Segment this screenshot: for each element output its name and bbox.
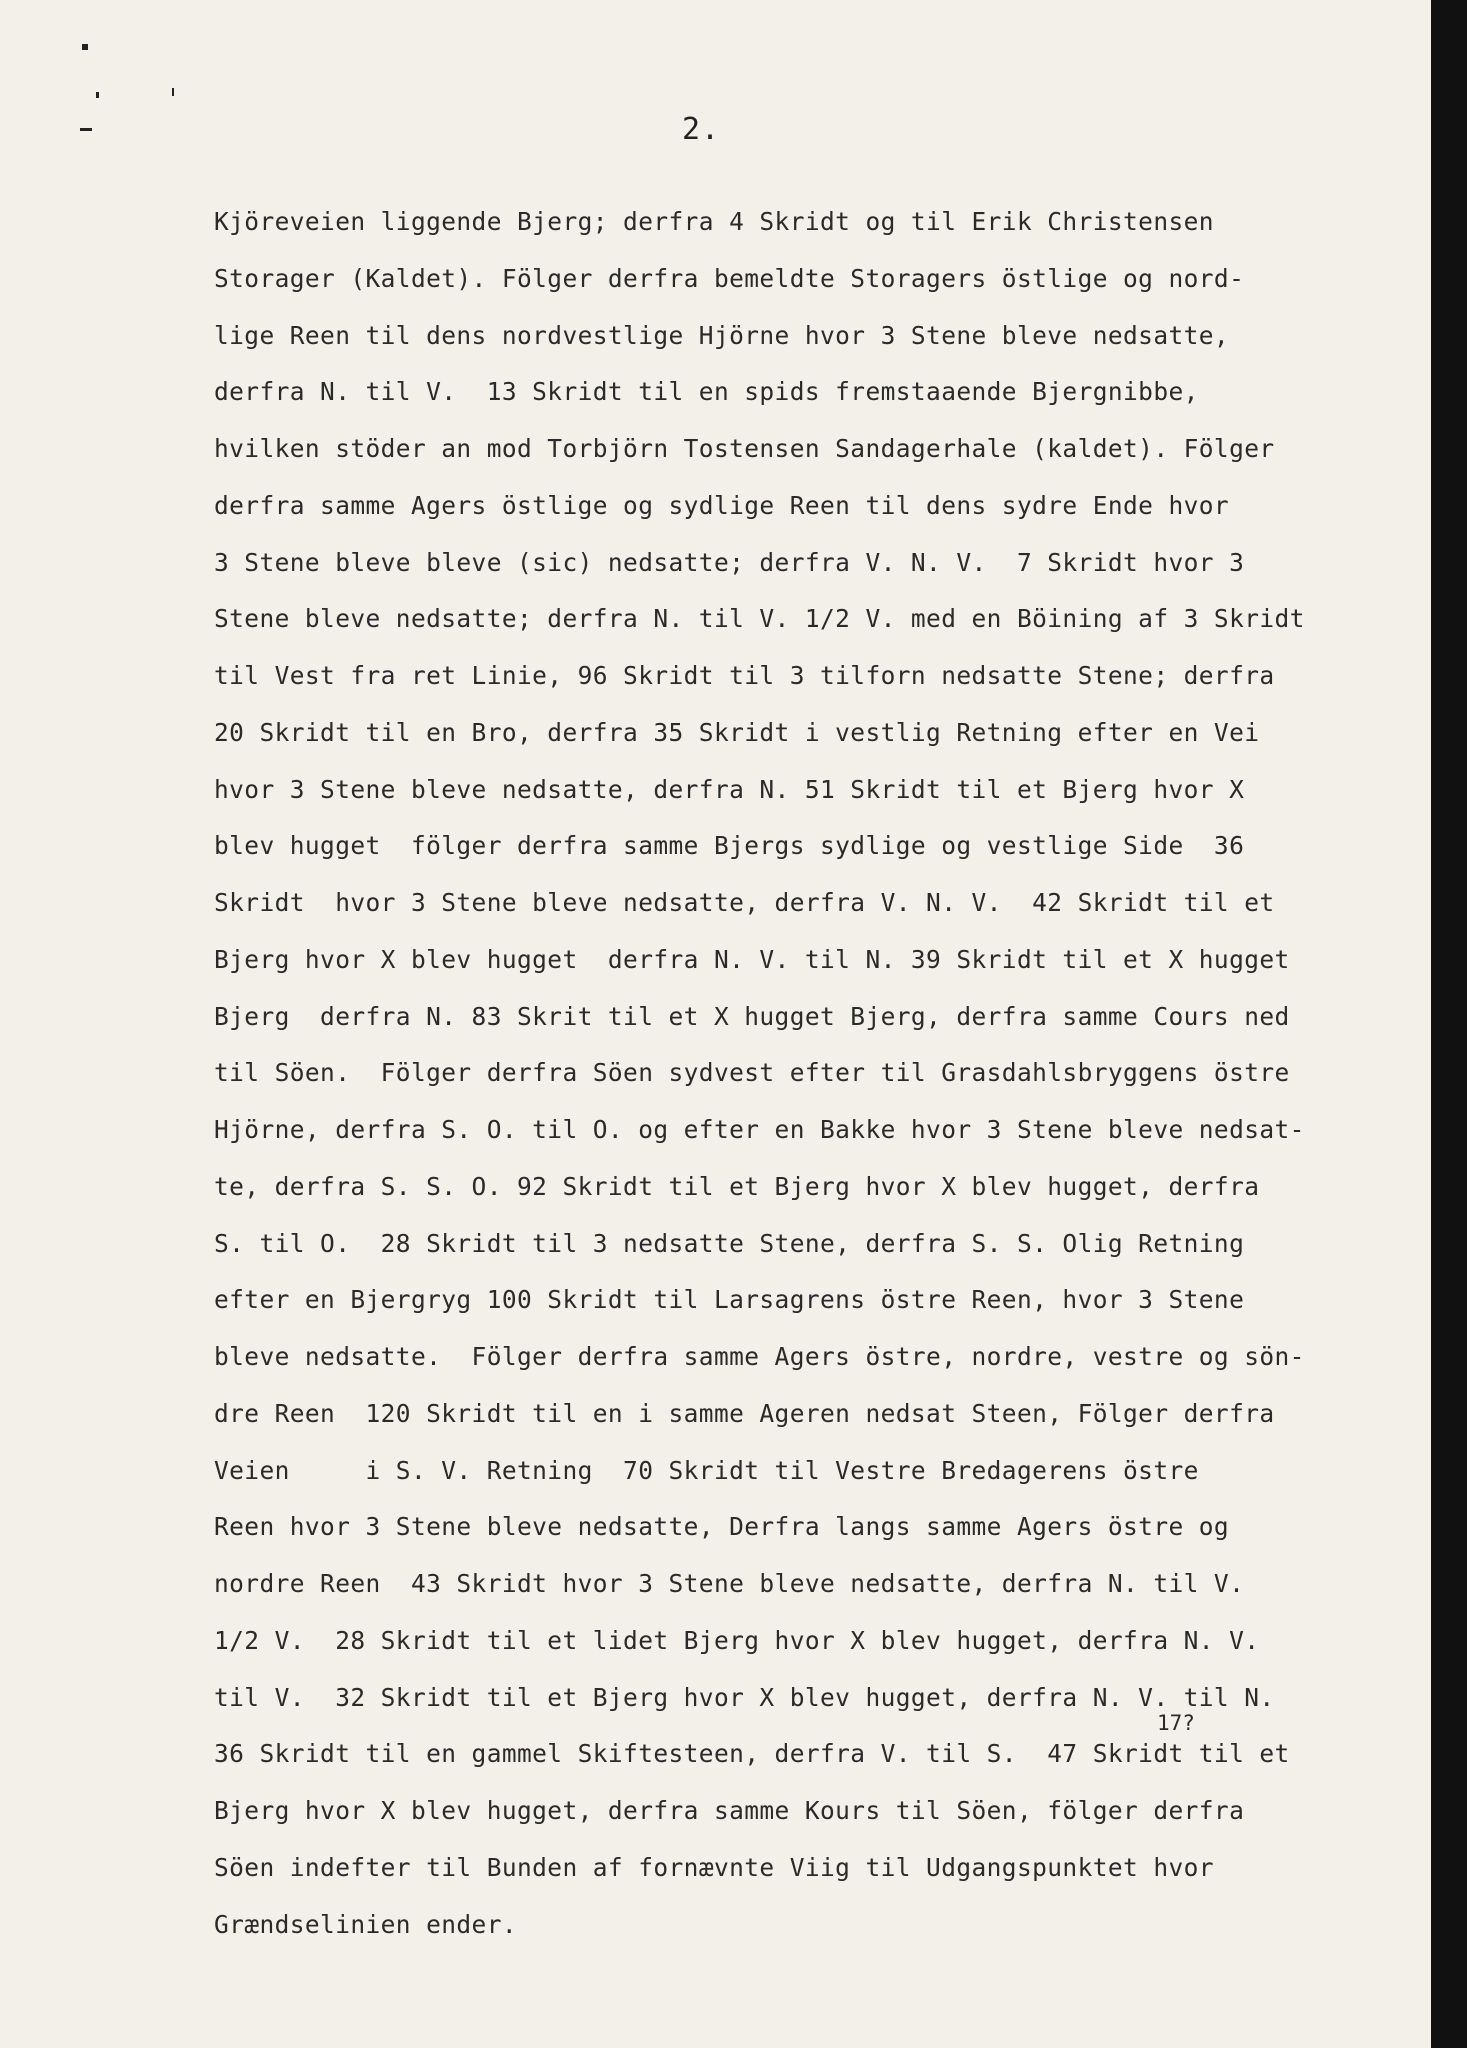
text-line: S. til O. 28 Skridt til 3 nedsatte Stene, derfra S. S. Olig Retning	[214, 1228, 1245, 1258]
text-line: Storager (Kaldet). Fölger derfra bemeldte Storagers östlige og nord-	[214, 263, 1245, 293]
text-line: Kjöreveien liggende Bjerg; derfra 4 Skridt og til Erik Christensen	[214, 207, 1214, 236]
page-number: 2.	[682, 112, 721, 147]
text-line: Veien i S. V. Retning 70 Skridt til Vestre Bredagerens östre	[214, 1455, 1199, 1485]
scan-border	[1431, 0, 1467, 2048]
text-line: blev hugget fölger derfra samme Bjergs sydlige og vestlige Side 36	[214, 831, 1245, 861]
text-line: Bjerg hvor X blev hugget, derfra samme Kours til Söen, fölger derfra	[214, 1796, 1245, 1825]
text-line: 3 Stene bleve bleve (sic) nedsatte; derfra V. N. V. 7 Skridt hvor 3	[214, 547, 1245, 577]
text-line: Stene bleve nedsatte; derfra N. til V. 1/2 V. med en Böining af 3 Skridt	[214, 604, 1305, 634]
text-line: Grændselinien ender.	[214, 1909, 518, 1939]
text-line: 36 Skridt til en gammel Skiftesteen, derfra V. til S. 47 Skridt til et	[214, 1739, 1290, 1769]
text-line: nordre Reen 43 Skridt hvor 3 Stene bleve nedsatte, derfra N. til V.	[214, 1569, 1245, 1598]
text-line: til Söen. Fölger derfra Söen sydvest efter til Grasdahlsbryggens östre	[214, 1058, 1290, 1088]
scan-dash	[80, 128, 92, 131]
text-line: til V. 32 Skridt til et Bjerg hvor X blev hugget, derfra N. V. til N.	[214, 1682, 1275, 1712]
text-line: Skridt hvor 3 Stene bleve nedsatte, derfra V. N. V. 42 Skridt til et	[214, 888, 1275, 917]
text-line: Reen hvor 3 Stene bleve nedsatte, Derfra langs samme Agers östre og	[214, 1512, 1230, 1542]
text-line: til Vest fra ret Linie, 96 Skridt til 3 tilforn nedsatte Stene; derfra	[214, 661, 1275, 690]
text-line: Hjörne, derfra S. O. til O. og efter en Bakke hvor 3 Stene bleve nedsat-	[214, 1115, 1305, 1144]
text-line: derfra N. til V. 13 Skridt til en spids fremstaaende Bjergnibbe,	[214, 377, 1199, 407]
text-line: efter en Bjergryg 100 Skridt til Larsagrens östre Reen, hvor 3 Stene	[214, 1285, 1245, 1315]
text-line: Bjerg derfra N. 83 Skrit til et X hugget Bjerg, derfra samme Cours ned	[214, 1001, 1290, 1031]
text-line: Söen indefter til Bunden af fornævnte Viig til Udgangspunktet hvor	[214, 1852, 1214, 1882]
text-line: 20 Skridt til en Bro, derfra 35 Skridt i vestlig Retning efter en Vei	[214, 717, 1260, 747]
scan-speck	[172, 88, 174, 96]
text-line: 1/2 V. 28 Skridt til et lidet Bjerg hvor X blev hugget, derfra N. V.	[214, 1625, 1260, 1655]
typed-text-block	[214, 194, 1434, 1953]
scan-speck	[82, 44, 88, 50]
scan-speck	[96, 92, 99, 98]
text-line: te, derfra S. S. O. 92 Skridt til et Bjerg hvor X blev hugget, derfra	[214, 1171, 1260, 1201]
text-line: lige Reen til dens nordvestlige Hjörne hvor 3 Stene bleve nedsatte,	[214, 320, 1230, 350]
text-line: hvor 3 Stene bleve nedsatte, derfra N. 51 Skridt til et Bjerg hvor X	[214, 774, 1245, 804]
text-line: derfra samme Agers östlige og sydlige Reen til dens sydre Ende hvor	[214, 490, 1230, 520]
text-line: bleve nedsatte. Fölger derfra samme Agers östre, nordre, vestre og sön-	[214, 1342, 1305, 1371]
text-line: hvilken stöder an mod Torbjörn Tostensen Sandagerhale (kaldet). Fölger	[214, 434, 1275, 463]
text-line: Bjerg hvor X blev hugget derfra N. V. til N. 39 Skridt til et X hugget	[214, 944, 1290, 974]
text-line: dre Reen 120 Skridt til en i samme Ageren nedsat Steen, Fölger derfra	[214, 1398, 1275, 1428]
margin-annotation: 17?	[1157, 1711, 1195, 1735]
